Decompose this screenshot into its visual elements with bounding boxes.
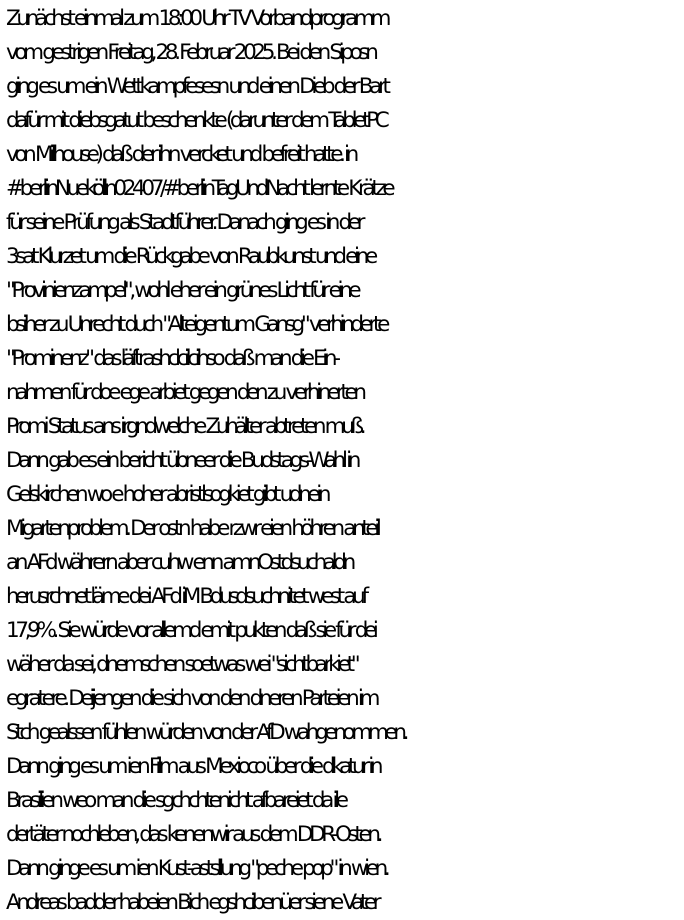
text-line: Brasilien weo man die sgchchtenicht afbareiet da ile [6, 788, 345, 813]
text-line: dertäter nochleben, das kenenwir aus dem DDR-Osten. [6, 822, 380, 847]
text-line: herusrchnet läme dei AFd iM Bdusdsuchnitet west auf [6, 584, 365, 609]
text-line: vom gestrigen Freitag, 28. Februar 2025. Bei den Siposn [6, 40, 375, 65]
document-page [6, 2, 682, 920]
text-line: "Prominenz" das läftrashclcilcihso daß man die Ein- [6, 346, 337, 371]
text-line: Zunächst einmal zum 18:00 Uhr TV Vorbandprogramm [6, 6, 388, 31]
text-line: Andreas badder habeien Bich egshcibenüer siene Vater [6, 890, 378, 915]
text-line: "Provinienzampel", wohl eher ein grünes Licht für eine [6, 278, 358, 303]
text-line: bsiher zu Unrecht duch "Alteigentum Gansg" verhinderte [6, 312, 387, 337]
text-line: Dann gab es ein bericht übneer die Budstags-Wahl in [6, 448, 357, 473]
text-line: von Milhouse) daß der ihn vercket und befreit hatte. in [6, 142, 355, 167]
text-line: für seine Prüfung als Stadtführer. Danach ging es in der [6, 210, 362, 235]
text-line: Stch gealssen fühlen würden von der AfD wahgenommen. [6, 720, 406, 745]
text-line: Promi Status ans irgndwelche Zuhälter abtreten muß. [6, 414, 363, 439]
text-line: egratere. Deijengen die sich von den dneren Parteien im [6, 686, 377, 711]
text-line: 3sat Klurzet um die Rückgabe von Raubkunst und eine [6, 244, 374, 269]
text-line: Gelskirchen wo e hoher abristlsogkiet gibt udnein [6, 482, 328, 507]
text-line: nahmen für doe ege arbiet gegen den zu verhinerten [6, 380, 363, 405]
text-line: ging es um ein Wettkampfesesn und einen Dieb der Bart [6, 74, 387, 99]
text-line: Dann ginge es um ien Kust-astsllung "peche pop" in wien. [6, 856, 387, 881]
text-line: an AFd währern aber cuhw enn amnOstdsuchaldn [6, 550, 352, 575]
text-line: 17,9%. Sie würde vor allemd emit pukten daß sie für dei [6, 618, 375, 643]
text-line: dafür mit diebsgatut beschenkte (darunter dem TabletPC [6, 108, 386, 133]
text-line: wäher da sei, dnemschen soetwas wei "sichtbarkiet" [6, 652, 357, 677]
text-line: Dann ging es um ien Film aus Mexioco über die dkatur in [6, 754, 380, 779]
text-line: Migartenproblem. Der ostn habe rzwr eien höhren anteil [6, 516, 378, 541]
text-line: #berlinNuekölln02407/#berlinTagUndNacht lernte Krätze [6, 176, 392, 201]
